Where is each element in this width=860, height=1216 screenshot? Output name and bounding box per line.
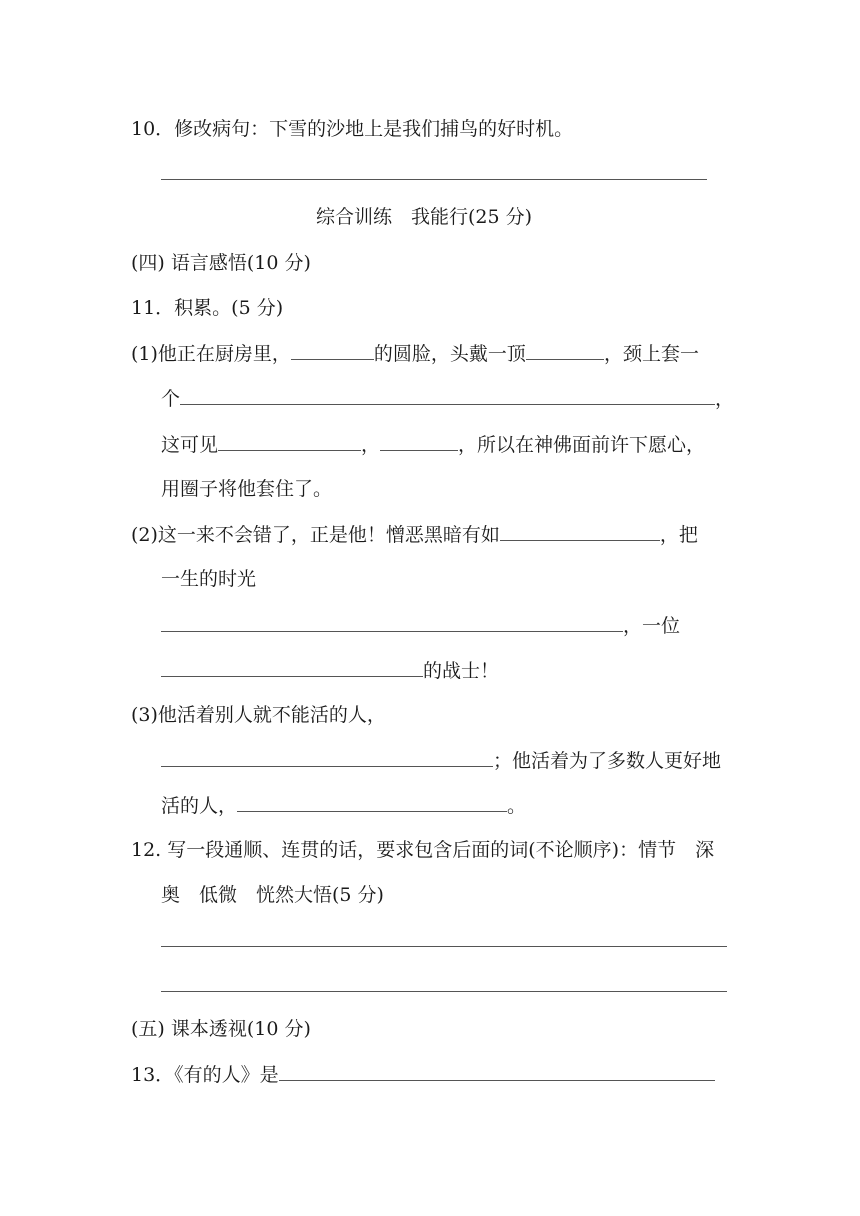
text-segment: 。 bbox=[507, 795, 527, 817]
text-segment: ， bbox=[715, 388, 735, 410]
question-11-heading: 11．积累。(5 分) bbox=[131, 297, 284, 319]
q11-item-1-line-3 bbox=[161, 432, 705, 456]
text-segment: ，把 bbox=[659, 524, 698, 546]
fill-blank[interactable] bbox=[161, 613, 623, 632]
answer-line[interactable] bbox=[161, 179, 707, 180]
text-segment: 的战士！ bbox=[423, 660, 500, 682]
q11-item-2-line-4 bbox=[161, 658, 499, 682]
section-title: 综合训练 我能行(25 分) bbox=[316, 206, 533, 228]
q11-item-1-line-2 bbox=[161, 386, 734, 410]
q11-item-2-line-3 bbox=[161, 613, 680, 637]
fill-blank[interactable] bbox=[161, 658, 423, 677]
q11-item-3-line-1: (3)他活着别人就不能活的人， bbox=[131, 704, 386, 726]
q11-item-1-line-4: 用圈子将他套住了。 bbox=[161, 478, 333, 500]
question-13 bbox=[131, 1062, 715, 1086]
fill-blank[interactable] bbox=[279, 1062, 715, 1081]
q11-item-1-line-1 bbox=[131, 341, 699, 365]
text-segment: ，颈上套一 bbox=[603, 343, 699, 365]
text-segment: (1)他正在厨房里， bbox=[131, 343, 291, 365]
text-segment: (2)这一来不会错了，正是他！憎恶黑暗有如 bbox=[131, 524, 500, 546]
question-12-line-1: 12. 写一段通顺、连贯的话，要求包含后面的词(不论顺序)：情节 深 bbox=[131, 839, 715, 861]
text-segment: 个 bbox=[161, 388, 181, 410]
text-segment: 13．《有的人》是 bbox=[131, 1064, 279, 1086]
text-segment: 这可见 bbox=[161, 434, 219, 456]
fill-blank[interactable] bbox=[291, 341, 374, 360]
fill-blank[interactable] bbox=[237, 793, 507, 812]
question-10: 10．修改病句：下雪的沙地上是我们捕鸟的好时机。 bbox=[131, 118, 574, 140]
fill-blank[interactable] bbox=[161, 748, 493, 767]
answer-line[interactable] bbox=[161, 946, 727, 947]
text-segment: ，所以在神佛面前许下愿心， bbox=[458, 434, 706, 456]
fill-blank[interactable] bbox=[526, 341, 604, 360]
fill-blank[interactable] bbox=[218, 432, 361, 451]
q11-item-3-line-3 bbox=[161, 793, 526, 817]
text-segment: ， bbox=[361, 434, 381, 456]
q11-item-3-line-2 bbox=[161, 748, 721, 772]
q11-item-2-line-2: 一生的时光 bbox=[161, 568, 257, 590]
fill-blank[interactable] bbox=[380, 432, 458, 451]
text-segment: 的圆脸，头戴一顶 bbox=[373, 343, 526, 365]
question-12-line-2: 奥 低微 恍然大悟(5 分) bbox=[161, 884, 384, 906]
q11-item-2-line-1 bbox=[131, 522, 698, 546]
part-5-heading: (五) 课本透视(10 分) bbox=[131, 1018, 311, 1040]
text-segment: ，一位 bbox=[623, 615, 681, 637]
part-4-heading: (四) 语言感悟(10 分) bbox=[131, 252, 311, 274]
fill-blank[interactable] bbox=[500, 522, 660, 541]
fill-blank[interactable] bbox=[180, 386, 715, 405]
text-segment: 活的人， bbox=[161, 795, 238, 817]
answer-line[interactable] bbox=[161, 991, 727, 992]
text-segment: ；他活着为了多数人更好地 bbox=[493, 750, 722, 772]
